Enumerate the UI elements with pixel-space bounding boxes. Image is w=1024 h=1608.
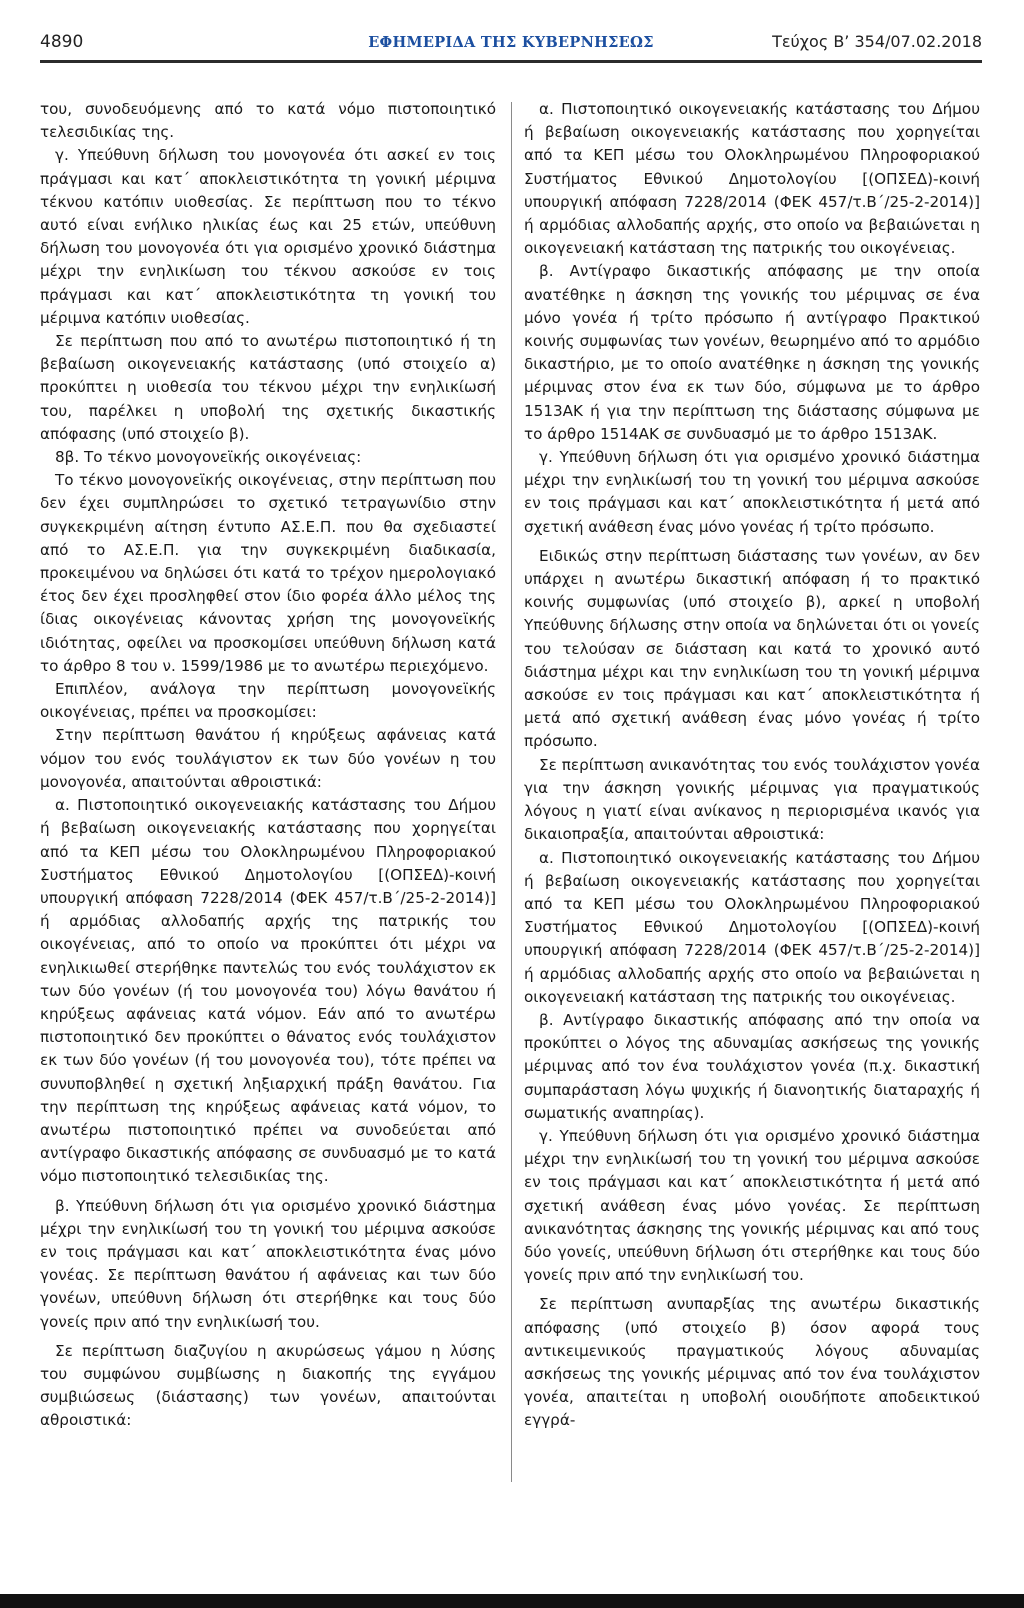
bottom-border: [0, 1594, 1024, 1608]
paragraph: Το τέκνο μονογονεϊκής οικογένειας, στην περίπτωση που δεν έχει συμπληρώσει το σχετικό τετραγωνίδιο στην συγκεκριμένη αίτηση έντυπο ΑΣ.Ε.Π. που θα σχεδιαστεί από το ΑΣ.Ε.Π. για την συγκεκριμένη διαδικασία, προκειμένου να δηλώσει ότι κατά το τρέχον ημερολογιακό έτος δεν έχει προσληφθεί στον ίδιο φορέα άλλο μέλος της ίδιας οικογένειας κάνοντας χρήση της μονογονεϊκής ιδιότητας, οφείλει να προσκομίσει υπεύθυνη δήλωση κατά το άρθρο 8 του ν. 1599/1986 με το ανωτέρω περιεχόμενο.: [40, 471, 496, 675]
paragraph: Σε περίπτωση διαζυγίου η ακυρώσεως γάμου η λύσης του συμφώνου συμβίωσης η διακοπής της εγγάμου συμβιώσεως (διάστασης) των γονέων, απαιτούνται αθροιστικά:: [40, 1341, 496, 1430]
section-heading: 8β. Το τέκνο μονογονεϊκής οικογένειας:: [55, 448, 362, 467]
paragraph: α. Πιστοποιητικό οικογενειακής κατάστασης του Δήμου ή βεβαίωση οικογενειακής κατάστασης που χορηγείται από τα ΚΕΠ μέσω του Ολοκληρωμένου Πληροφοριακού Συστήματος Εθνικού Δημοτολογίου [(ΟΠΣΕΔ)-κοινή υπουργική απόφαση 7228/2014 (ΦΕΚ 457/τ.Β΄/25-2-2014)] ή αρμόδιας αλλοδαπής αρχής στο οποίο να βεβαιώνεται η οικογενειακή κατάσταση της πατρικής του οικογένειας.: [524, 848, 980, 1006]
page-header: [40, 30, 982, 63]
gazette-title: ΕΦΗΜΕΡΙΔΑ ΤΗΣ ΚΥΒΕΡΝΗΣΕΩΣ: [368, 34, 654, 51]
issue-reference: Τεύχος Β’ 354/07.02.2018: [772, 32, 982, 51]
paragraph: Σε περίπτωση ανυπαρξίας της ανωτέρω δικαστικής απόφασης (υπό στοιχείο β) όσον αφορά τους αντικειμενικούς πραγματικούς λόγους αδυναμίας ασκήσεως της γονικής μέριμνας από τον ένα τουλάχιστον γονέα, απαιτείται η υποβολή οιουδήποτε αποδεικτικού εγγρά-: [524, 1295, 980, 1430]
left-column: [40, 98, 496, 1433]
right-column: [524, 98, 980, 1433]
paragraph: γ. Υπεύθυνη δήλωση του μονογονέα ότι ασκεί εν τοις πράγμασι και κατ΄ αποκλειστικότητα τη γονική μέριμνα τέκνου κατόπιν υιοθεσίας. Σε περίπτωση που το τέκνο αυτό είναι ενήλικο ηλικίας έως και 25 ετών, υπεύθυνη δήλωση του μονογονέα ότι για ορισμένο χρονικό διάστημα μέχρι την ενηλικίωση του τέκνου ασκούσε εν τοις πράγμασι και κατ΄ αποκλειστικότητα τη γονική του μέριμνα κατόπιν υιοθεσίας.: [40, 146, 496, 327]
paragraph: γ. Υπεύθυνη δήλωση ότι για ορισμένο χρονικό διάστημα μέχρι την ενηλικίωσή του τη γονική του μέριμνα ασκούσε εν τοις πράγμασι και κατ΄ αποκλειστικότητα ή μετά από σχετική ανάθεση ένας μόνο γονέας. Σε περίπτωση ανικανότητας άσκησης της γονικής μέριμνας και από τους δύο γονείς, υπεύθυνη δήλωση ότι στερήθηκε και τους δύο γονείς πριν από την ενηλικίωσή του.: [524, 1126, 980, 1285]
paragraph: του, συνοδευόμενης από το κατά νόμο πιστοποιητικό τελεσιδικίας της.: [40, 100, 496, 142]
paragraph: Στην περίπτωση θανάτου ή κηρύξεως αφάνειας κατά νόμον του ενός τουλάγιστον εκ των δύο γονέων η του μονογονέα, απαιτούνται αθροιστικά:: [40, 726, 496, 791]
paragraph: β. Αντίγραφο δικαστικής απόφασης με την οποία ανατέθηκε η άσκηση της γονικής του μέριμνας σε ένα μόνο γονέα ή τρίτο πρόσωπο ή αντίγραφο Πρακτικού κοινής συμφωνίας των γονέων, θεωρημένο από το αρμόδιο δικαστήριο, με το οποίο ανατέθηκε η άσκηση της γονικής μέριμνας στον ένα εκ των δύο, σύμφωνα με το άρθρο 1513ΑΚ ή για την περίπτωση της διάστασης σύμφωνα με το άρθρο 1514ΑΚ σε συνδυασμό με το άρθρο 1513ΑΚ.: [524, 262, 980, 443]
page-number: 4890: [40, 32, 84, 52]
paragraph: γ. Υπεύθυνη δήλωση ότι για ορισμένο χρονικό διάστημα μέχρι την ενηλικίωσή του τη γονική του μέριμνα ασκούσε εν τοις πράγμασι και κατ΄ αποκλειστικότητα ή μετά από σχετική ανάθεση ένας μόνο γονέας ή τρίτο πρόσωπο.: [524, 448, 980, 536]
paragraph: α. Πιστοποιητικό οικογενειακής κατάστασης του Δήμου ή βεβαίωση οικογενειακής κατάστασης που χορηγείται από τα ΚΕΠ μέσω του Ολοκληρωμένου Πληροφοριακού Συστήματος Εθνικού Δημοτολογίου [(ΟΠΣΕΔ)-κοινή υπουργική απόφαση 7228/2014 (ΦΕΚ 457/τ.Β΄/25-2-2014)] ή αρμόδιας αλλοδαπής αρχής της πατρικής του οικογένειας, από το οποίο να προκύπτει ότι μέχρι να ενηλικιωθεί στερήθηκε παντελώς του ενός τουλάχιστον εκ των δύο γονέων (ή του μονογονέα του) λόγω θανάτου ή κηρύξεως αφάνειας κατά νόμον. Εάν από το ανωτέρω πιστοποιητικό δεν προκύπτει ο θάνατος ενός τουλάχιστον εκ των δύο γονέων (ή του μονογονέα του), τότε πρέπει να συνυποβληθεί η σχετική ληξιαρχική πράξη θανάτου. Για την περίπτωση της κηρύξεως αφάνειας κατά νόμον, το ανωτέρω πιστοποιητικό πρέπει να συνοδεύεται από αντίγραφο δικαστικής απόφασης σε συνδυασμό με το κατά νόμο πιστοποιητικό τελεσιδικίας της.: [40, 796, 496, 1186]
paragraph: β. Υπεύθυνη δήλωση ότι για ορισμένο χρονικό διάστημα μέχρι την ενηλικίωσή του τη γονική του μέριμνα ασκούσε εν τοις πράγμασι και κατ΄ αποκλειστικότητα ένας μόνο γονέας. Σε περίπτωση θανάτου ή αφάνειας και των δύο γονέων, υπεύθυνη δήλωση ότι στερήθηκε και τους δύο γονείς πριν από την ενηλικίωσή του.: [40, 1196, 496, 1331]
paragraph: α. Πιστοποιητικό οικογενειακής κατάστασης του Δήμου ή βεβαίωση οικογενειακής κατάστασης που χορηγείται από τα ΚΕΠ μέσω του Ολοκληρωμένου Πληροφοριακού Συστήματος Εθνικού Δημοτολογίου [(ΟΠΣΕΔ)-κοινή υπουργική απόφαση 7228/2014 (ΦΕΚ 457/τ.Β΄/25-2-2014)] ή αρμόδιας αλλοδαπής αρχής, στο οποίο να βεβαιώνεται η οικογενειακή κατάσταση της πατρικής του οικογένειας.: [524, 100, 980, 258]
paragraph: Σε περίπτωση που από το ανωτέρω πιστοποιητικό ή τη βεβαίωση οικογενειακής κατάστασης (υπό στοιχείο α) προκύπτει η υιοθεσία του τέκνου μέχρι την ενηλικίωσή του, παρέλκει η υποβολή της σχετικής δικαστικής απόφασης (υπό στοιχείο β).: [40, 332, 496, 443]
paragraph: Ειδικώς στην περίπτωση διάστασης των γονέων, αν δεν υπάρχει η ανωτέρω δικαστική απόφαση ή το πρακτικό κοινής συμφωνίας (υπό στοιχείο β), αρκεί η υποβολή Υπεύθυνης δήλωσης στην οποία να δηλώνεται ότι οι γονείς του τελούσαν σε διάσταση και κατά το χρονικό αυτό διάστημα μέχρι και την ενηλικίωση του τη γονική μέριμνα ασκούσε εν τοις πράγμασι και κατ΄ αποκλειστικότητα ή μετά από σχετική ανάθεση ένας μόνο γονέας ή τρίτο πρόσωπο.: [524, 546, 980, 751]
paragraph: β. Αντίγραφο δικαστικής απόφασης από την οποία να προκύπτει ο λόγος της αδυναμίας ασκήσεως της γονικής μέριμνας από τον ένα τουλάχιστον γονέα (π.χ. δικαστική συμπαράσταση λόγω ψυχικής ή διανοητικής διαταραχής ή σωματικής αναπηρίας).: [524, 1010, 980, 1122]
paragraph: Επιπλέον, ανάλογα την περίπτωση μονογονεϊκής οικογένειας, πρέπει να προσκομίσει:: [40, 680, 496, 722]
column-divider: [511, 102, 512, 1482]
paragraph: Σε περίπτωση ανικανότητας του ενός τουλάχιστον γονέα για την άσκηση γονικής μέριμνας για πραγματικούς λόγους η γιατί είναι ανίκανος η περιορισμένα ικανός για δικαιοπραξία, απαιτούνται αθροιστικά:: [524, 755, 980, 844]
